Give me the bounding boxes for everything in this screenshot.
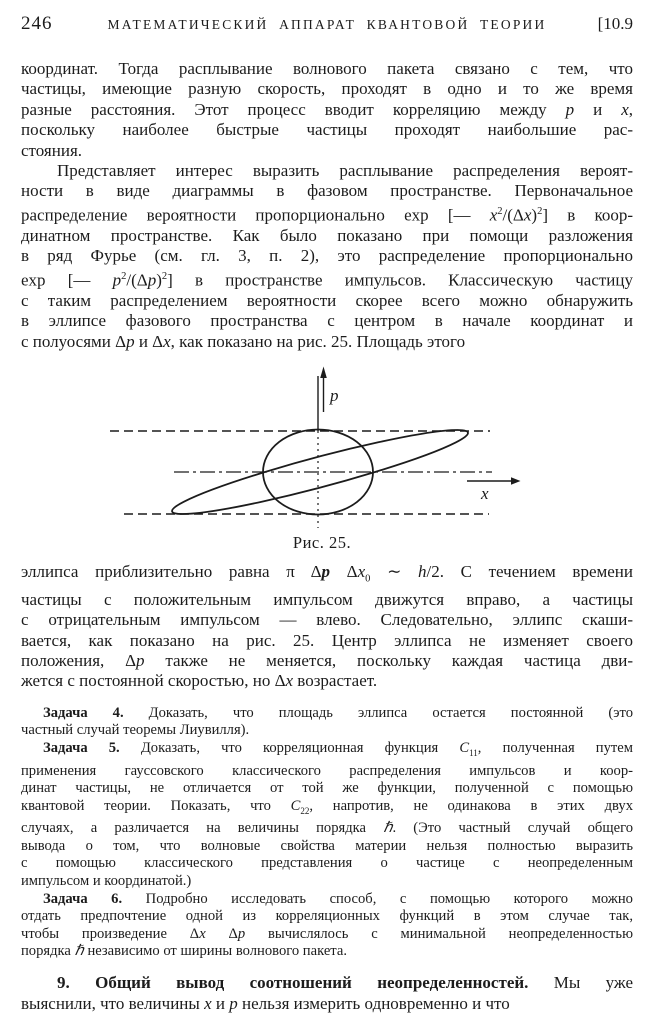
figure-caption: Рис. 25.	[292, 533, 352, 552]
phase-space-plot	[0, 365, 650, 555]
p-axis-label: p	[330, 386, 339, 405]
section-reference: [10.9	[597, 14, 633, 33]
paragraph-phase-space: Представляет интерес выразить расплывание распределения вероят- ности в виде диаграммы в фазовом пространстве. Первоначальное распределение вероятности пропорционально exp [— $x^2/(\Delta x)^2$] в коор- динатном пространстве. Как было показано при помощи разложения в ряд Фурье (см. гл. 3, п. 2), это распределение пропорционально exp [— $p^2/(\Delta p)^2$] в пространстве импульсов. Классическую частицу с таким распределением вероятности скорее всего можно обнаружить в эллипсе фазового пространства с центром в начале координат и с полуосями Δp и Δx, как показано на рис. 25. Площадь этого	[21, 161, 633, 351]
paragraph-coordinates: координат. Тогда расплывание волнового пакета связано с тем, что частицы, имеющие разную скорость, проходят в одно и то же время разные расстояния. Этот процесс вводит корреляцию между p и x, поскольку наиболее быстрые частицы проходят наибольшие рас- стояния.	[21, 59, 633, 160]
running-title: МАТЕМАТИЧЕСКИЙ АППАРАТ КВАНТОВОЙ ТЕОРИИ	[107, 17, 547, 32]
paragraph-ellipse-area: эллипса приблизительно равна π Δp $\Delta x_0$ ∼ h/2. С течением времени частицы с положительным импульсом движутся вправо, а частицы с отрицательным импульсом — влево. Следовательно, эллипс скаши- вается, как показано на рис. 25. Центр эллипса не изменяет своего положения, Δp также не меняется, поскольку каждая частица дви- жется с постоянной скоростью, но Δx возрастает.	[21, 562, 634, 691]
figure-25-phase-space-diagram	[0, 365, 650, 555]
problem-6: Задача 6. Подробно исследовать способ, с помощью которого можно отдать предпочтение одной из корреляционных функций в этом случае так, чтобы произведение Δx Δp вычислялось с минимальной неопределенностью порядка ℏ независимо от ширины волнового пакета.	[21, 890, 633, 960]
section-9-heading-paragraph: 9. Общий вывод соотношений неопределенностей. Мы уже выяснили, что величины x и p нельзя измерить одновременно и что	[21, 972, 633, 1013]
running-header	[21, 13, 633, 35]
problems-section	[21, 705, 633, 961]
p-axis-arrowhead-icon	[320, 367, 327, 379]
page-number: 246	[21, 13, 53, 34]
x-axis-label: x	[481, 484, 489, 503]
problem-5: Задача 5. Доказать, что корреляционная функция $C_{11}$, полученная путем применения гауссовского классического распределения импульсов и коор- динат частицы, не отличается от той же функции, полученной с помощью квантовой теории. Показать, что $C_{22}$, напротив, не одинакова в этих двух случаях, а различается на величины порядка ℏ. (Это частный случай общего вывода о том, что волновые свойства материи нельзя полностью выразить с помощью классического представления о частице с неопределенным импульсом и координатой.)	[21, 740, 634, 889]
problem-4: Задача 4. Доказать, что площадь эллипса остается постоянной (это частный случай теоремы Лиувилля).	[21, 704, 633, 739]
x-axis-arrowhead-icon	[511, 477, 521, 484]
